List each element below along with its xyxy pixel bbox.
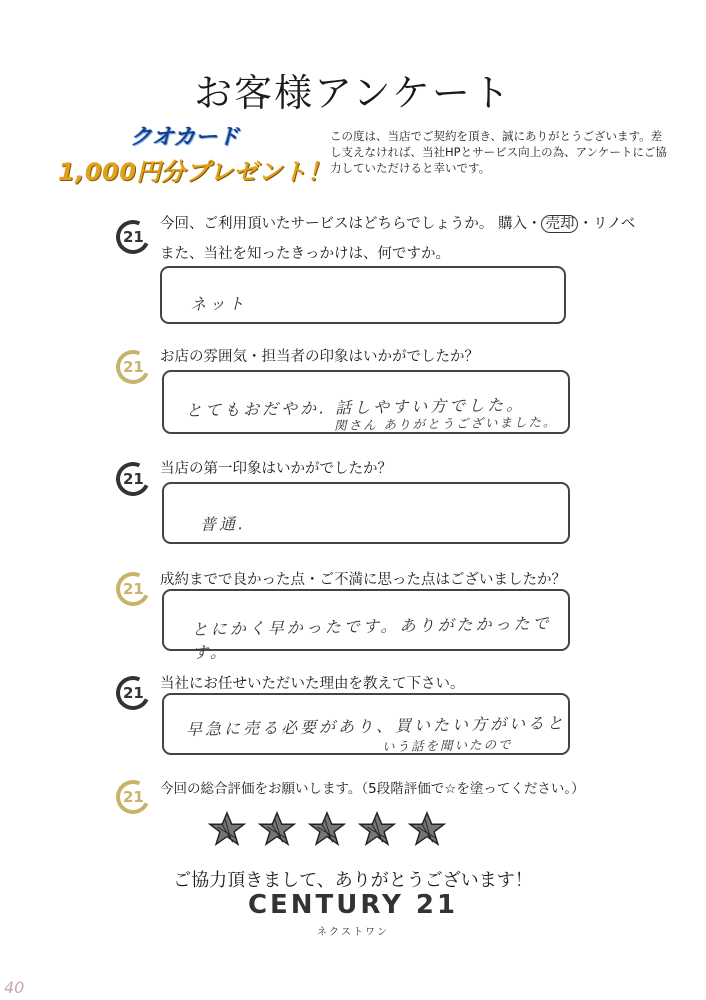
logo-subtitle: ネクストワン <box>317 927 389 938</box>
q1-selected-option: 売却 <box>541 215 578 233</box>
q1-question-line1: 今回、ご利用頂いたサービスはどちらでしょうか。 購入・ 売却 ・リノベ <box>160 216 636 232</box>
q2-answer-line1: とてもおだやか. 話しやすい方でした。 <box>185 395 526 420</box>
page-title: お客様アンケート <box>194 71 512 115</box>
q4-question: 成約までで良かった点・ご不満に思った点はございましたか？ <box>160 572 566 588</box>
century21-badge-icon: 21 <box>111 567 155 611</box>
promo-present: 1,000円分プレゼント！ <box>58 158 332 186</box>
century21-badge-icon: 21 <box>111 345 155 389</box>
q2-answer-box[interactable] <box>162 370 570 434</box>
q2-question: お店の雰囲気・担当者の印象はいかがでしたか？ <box>160 349 479 365</box>
q5-answer-line2: いう話を聞いたので <box>381 736 513 754</box>
star-icon[interactable] <box>408 810 446 850</box>
century21-badge-icon: 21 <box>111 671 155 715</box>
q1-answer-text: ネット <box>189 294 248 314</box>
q3-question: 当店の第一印象はいかがでしたか？ <box>160 461 392 477</box>
q3-answer-text: 普通. <box>199 514 247 534</box>
star-icon[interactable] <box>308 810 346 850</box>
thanks-message: ご協力頂きまして、ありがとうございます！ <box>173 870 533 891</box>
q1-question-line2: また、当社を知ったきっかけは、何ですか。 <box>160 246 450 262</box>
q4-answer-box[interactable] <box>162 589 570 662</box>
rating-stars[interactable] <box>208 810 458 850</box>
q6-question: 今回の総合評価をお願いします。（5段階評価で☆を塗ってください。） <box>160 781 585 797</box>
star-icon[interactable] <box>358 810 396 850</box>
q5-answer-line1: 早急に売る必要があり、買いたい方がいると <box>185 713 567 739</box>
q3-answer-box[interactable] <box>162 482 570 544</box>
page-number: 40 <box>4 978 25 997</box>
star-icon[interactable] <box>258 810 296 850</box>
q1-answer-box[interactable] <box>160 266 566 324</box>
century21-badge-icon: 21 <box>111 215 155 259</box>
century21-badge-icon: 21 <box>111 457 155 501</box>
star-icon[interactable] <box>208 810 246 850</box>
q5-answer-box[interactable] <box>162 693 570 755</box>
intro-text: この度は、当店でご契約を頂き、誠にありがとうございます。差し支えなければ、当社HPとサービス向上の為、アンケートにご協力していただけると幸いです。 <box>330 129 667 175</box>
century21-logo: CENTURY 21 <box>247 890 459 920</box>
q4-answer-text: とにかく早かったです。ありがたかったです。 <box>191 613 552 662</box>
q5-question: 当社にお任せいただいた理由を教えて下さい。 <box>160 676 465 692</box>
promo-quo-card: クオカード <box>130 125 240 150</box>
century21-badge-icon: 21 <box>111 775 155 819</box>
q2-answer-line2: 関さん ありがとうございました。 <box>333 414 558 433</box>
